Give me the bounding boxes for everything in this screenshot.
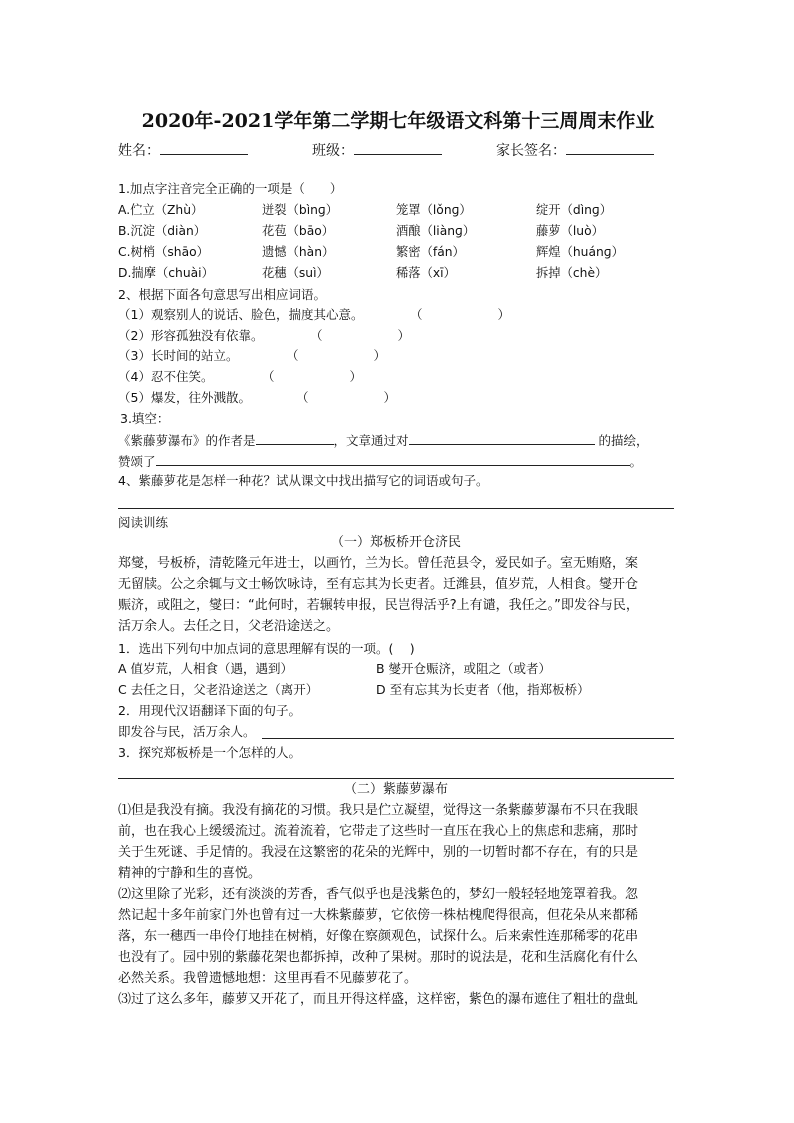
p1-option: D 至有忘其为长吏者（他，指郑板桥） <box>376 682 590 697</box>
reading-label: 阅读训练 <box>118 515 169 530</box>
q2-item: （5）爆发，往外溅散。 <box>118 389 251 405</box>
passage-line: 赈济，或阻之，燮曰：“此何时，若辗转申报，民岂得活乎?上有谴，我任之。”即发谷与民， <box>118 598 639 613</box>
p1-option: C 去任之日，父老沿途送之（离开） <box>118 682 319 697</box>
q3-text-e: 。 <box>629 454 643 469</box>
passage-line: 精神的宁静和生的喜悦。 <box>118 866 262 881</box>
q3-line2 <box>118 451 642 471</box>
q1-option: 藤萝（luò） <box>536 224 604 238</box>
praise-blank[interactable] <box>156 451 630 466</box>
author-blank[interactable] <box>256 430 334 445</box>
q2-answer-paren: （ ） <box>262 369 363 385</box>
q2-item: （1）观察别人的说话、脸色，揣度其心意。 <box>118 307 364 322</box>
passage-line: ⑶过了这么多年，藤萝又开花了，而且开得这样盛，这样密，紫色的瀑布遮住了粗壮的盘虬 <box>118 992 639 1007</box>
passage-line: 郑燮，号板桥，清乾隆元年进士，以画竹，兰为长。曾任范县令，爱民如子。室无贿赂，案 <box>118 556 639 571</box>
page-title: 2020年-2021学年第二学期七年级语文科第十三周周末作业 <box>141 110 655 132</box>
parent-sign-field[interactable] <box>496 140 654 160</box>
passage-line: 前，也在我心上缓缓流过。流着流着，它带走了这些时一直压在我心上的焦虑和悲痛，那时 <box>118 824 639 839</box>
parent-label: 家长签名： <box>496 143 566 159</box>
passage-line: 活万余人。去任之日，父老沿途送之。 <box>118 619 340 634</box>
q3-text-a: 《紫藤萝瀑布》的作者是 <box>118 433 256 448</box>
passage-line: 必然关系。我曾遗憾地想：这里再看不见藤萝花了。 <box>118 971 418 986</box>
name-blank[interactable] <box>160 140 248 155</box>
q1-option: 绽开（dìnɡ） <box>536 203 613 217</box>
q2-item: （4）忍不住笑。 <box>118 369 214 385</box>
q3-text-c: 的描绘， <box>598 433 649 448</box>
passage-line: 无留牍。公之余辄与文士畅饮咏诗，至有忘其为长吏者。迁潍县，值岁荒，人相食。燮开仓 <box>118 577 639 592</box>
class-blank[interactable] <box>354 140 442 155</box>
q1-option: 繁密（fán） <box>396 245 465 259</box>
name-field[interactable] <box>118 140 248 160</box>
q1-option: 迸裂（bìnɡ） <box>262 203 339 217</box>
q3-stem: 3.填空： <box>120 411 170 426</box>
q4-stem: 4、紫藤萝花是怎样一种花？试从课文中找出描写它的词语或句子。 <box>118 473 489 488</box>
q2-item: （3）长时间的站立。 <box>118 348 239 364</box>
q1-option: 遗憾（hàn） <box>262 245 335 259</box>
p1-option: A 值岁荒，人相食（遇，遇到） <box>118 661 294 676</box>
q1-option: B.沉淀（diàn） <box>118 224 207 238</box>
q2-item: （2）形容孤独没有依靠。 <box>118 327 264 343</box>
q2-answer-paren: （ ） <box>310 327 411 343</box>
passage-line: 然记起十多年前家门外也曾有过一大株紫藤萝，它依傍一株枯槐爬得很高，但花朵从来都稀 <box>118 908 639 923</box>
p1-q2: 2．用现代汉语翻译下面的句子。 <box>118 703 301 718</box>
p1-q2-sentence: 即发谷与民，活万余人。 <box>118 724 256 739</box>
subject-blank[interactable] <box>409 430 595 445</box>
q2-answer-paren: （ ） <box>286 348 387 364</box>
passage-line: ⑵这里除了光彩，还有淡淡的芳香，香气似乎也是浅紫色的，梦幻一般轻轻地笼罩着我。忽 <box>118 887 639 902</box>
passage-line: 关于生死谜、手足情的。我浸在这繁密的花朵的光辉中，别的一切暂时都不存在，有的只是 <box>118 845 639 860</box>
q1-option: 酒酿（liànɡ） <box>396 224 476 238</box>
p1-q3: 3．探究郑板桥是一个怎样的人。 <box>118 745 301 760</box>
q1-option: 笼罩（lǒnɡ） <box>396 203 472 217</box>
p1-q2-answer-line[interactable] <box>262 738 674 739</box>
q2-stem: 2、根据下面各句意思写出相应词语。 <box>118 287 326 302</box>
q1-option: 辉煌（huánɡ） <box>536 245 624 259</box>
q1-option: A.伫立（Zhù） <box>118 203 204 217</box>
q2-answer-paren: （ ） <box>296 389 397 405</box>
p1-q1: 1．选出下列句中加点词的意思理解有误的一项。( ) <box>118 641 415 656</box>
q1-option: 拆掉（chè） <box>536 266 608 280</box>
q3-text-d: 赞颂了 <box>118 454 156 469</box>
class-label: 班级： <box>312 143 354 159</box>
q1-option: 花穗（suì） <box>262 266 329 280</box>
q1-option: D.揣摩（chuài） <box>118 266 214 280</box>
class-field[interactable] <box>312 140 442 160</box>
q4-answer-line[interactable] <box>118 508 674 509</box>
p1-q3-answer-line[interactable] <box>118 778 674 779</box>
q1-stem: 1.加点字注音完全正确的一项是（ ） <box>118 181 343 196</box>
part2-title: （二）紫藤萝瀑布 <box>343 782 448 797</box>
part1-title: （一）郑板桥开仓济民 <box>330 535 461 550</box>
q1-option: C.树梢（shāo） <box>118 245 209 259</box>
passage-line: 落，东一穗西一串伶仃地挂在树梢，好像在察颜观色，试探什么。后来索性连那稀零的花串 <box>118 929 639 944</box>
q2-answer-paren: （ ） <box>410 307 511 322</box>
passage-line: ⑴但是我没有摘。我没有摘花的习惯。我只是伫立凝望，觉得这一条紫藤萝瀑布不只在我眼 <box>118 803 639 818</box>
parent-blank[interactable] <box>566 140 654 155</box>
name-label: 姓名： <box>118 143 160 159</box>
passage-line: 也没有了。园中别的紫藤花架也都拆掉，改种了果树。那时的说法是，花和生活腐化有什么 <box>118 950 639 965</box>
q1-option: 稀落（xī） <box>396 266 456 280</box>
p1-option: B 燮开仓赈济，或阻之（或者） <box>376 661 552 676</box>
q3-line1 <box>118 430 649 450</box>
q3-text-b: ，文章通过对 <box>333 433 409 448</box>
q1-option: 花苞（bāo） <box>262 224 335 238</box>
